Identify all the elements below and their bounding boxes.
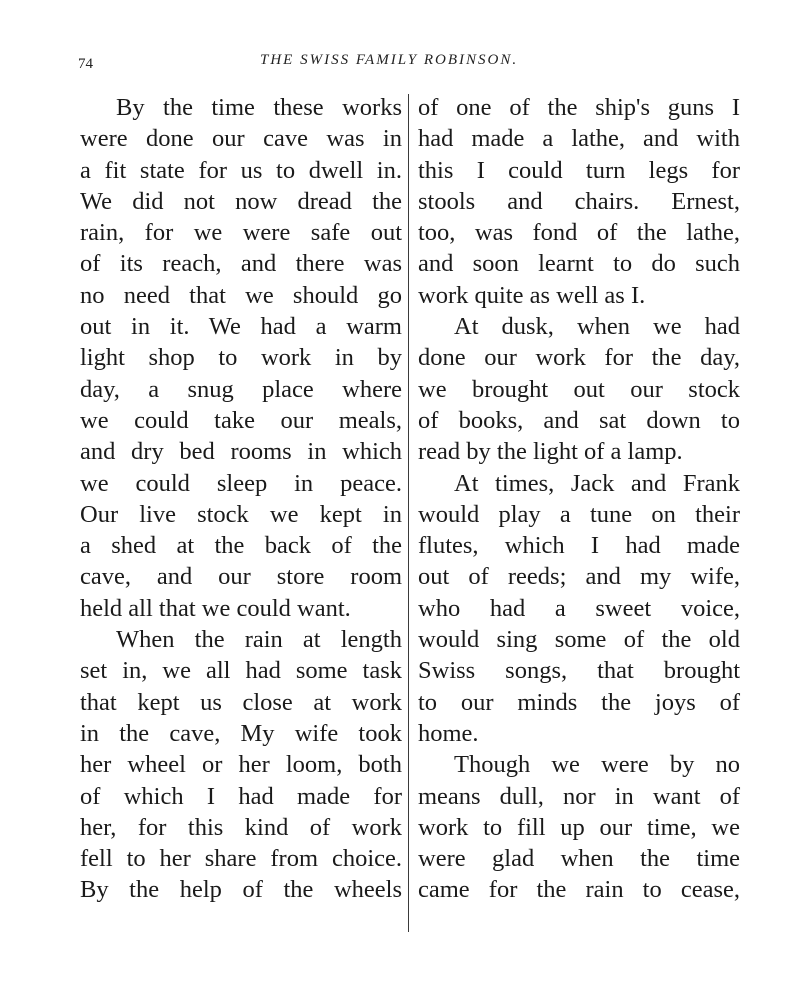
- text-line: in the cave, My wife took: [80, 719, 402, 747]
- text-line: home.: [418, 719, 479, 747]
- text-line: out of reeds; and my wife,: [418, 563, 740, 591]
- page-header: [70, 48, 750, 78]
- text-line: were glad when the time: [418, 845, 740, 873]
- text-line: light shop to work in by: [80, 344, 402, 372]
- text-line: of one of the ship's guns I: [418, 94, 740, 121]
- text-line: stools and chairs. Ernest,: [418, 187, 740, 215]
- text-line: we could sleep in peace.: [80, 469, 402, 497]
- text-line: Though we were by no: [454, 751, 740, 779]
- page-number: 74: [78, 56, 93, 72]
- text-line: work quite as well as I.: [418, 281, 646, 309]
- text-line: and soon learnt to do such: [418, 250, 740, 278]
- text-line: flutes, which I had made: [418, 532, 740, 560]
- text-line: and dry bed rooms in which: [80, 438, 402, 466]
- text-line: At times, Jack and Frank: [454, 469, 740, 497]
- text-line: we could take our meals,: [80, 406, 402, 434]
- text-line: her, for this kind of work: [80, 813, 402, 841]
- text-line: work to fill up our time, we: [418, 813, 740, 841]
- text-line: By the help of the wheels: [80, 876, 402, 904]
- text-line: At dusk, when we had: [454, 313, 740, 341]
- text-line: a shed at the back of the: [80, 532, 402, 560]
- text-line: her wheel or her loom, both: [80, 751, 402, 779]
- text-line: that kept us close at work: [80, 688, 402, 716]
- column-divider: [408, 94, 409, 932]
- text-line: no need that we should go: [80, 281, 402, 309]
- text-line: held all that we could want.: [80, 594, 351, 622]
- text-line: Swiss songs, that brought: [418, 657, 740, 685]
- text-line: cave, and our store room: [80, 563, 402, 591]
- text-line: had made a lathe, and with: [418, 125, 740, 153]
- text-line: set in, we all had some task: [80, 657, 402, 685]
- text-line: were done our cave was in: [80, 125, 402, 153]
- text-line: Our live stock we kept in: [80, 500, 402, 528]
- text-line: to our minds the joys of: [418, 688, 740, 716]
- text-line: By the time these works: [116, 94, 402, 121]
- text-line: came for the rain to cease,: [418, 876, 740, 904]
- text-line: a fit state for us to dwell in.: [80, 156, 402, 184]
- text-line: of which I had made for: [80, 782, 402, 810]
- text-line: would play a tune on their: [418, 500, 740, 528]
- text-line: When the rain at length: [116, 626, 402, 654]
- text-line: too, was fond of the lathe,: [418, 219, 740, 247]
- text-line: would sing some of the old: [418, 626, 740, 654]
- text-line: done our work for the day,: [418, 344, 740, 372]
- text-line: means dull, nor in want of: [418, 782, 740, 810]
- right-column: [418, 92, 740, 906]
- text-line: rain, for we were safe out: [80, 219, 402, 247]
- left-column: [80, 92, 402, 906]
- text-line: of its reach, and there was: [80, 250, 402, 278]
- text-line: day, a snug place where: [80, 375, 402, 403]
- text-line: We did not now dread the: [80, 187, 402, 215]
- text-line: read by the light of a lamp.: [418, 438, 683, 466]
- running-title: THE SWISS FAMILY ROBINSON.: [260, 52, 519, 68]
- text-line: out in it. We had a warm: [80, 313, 402, 341]
- text-line: who had a sweet voice,: [418, 594, 740, 622]
- text-line: this I could turn legs for: [418, 156, 740, 184]
- text-line: we brought out our stock: [418, 375, 740, 403]
- text-line: fell to her share from choice.: [80, 845, 402, 873]
- text-line: of books, and sat down to: [418, 406, 740, 434]
